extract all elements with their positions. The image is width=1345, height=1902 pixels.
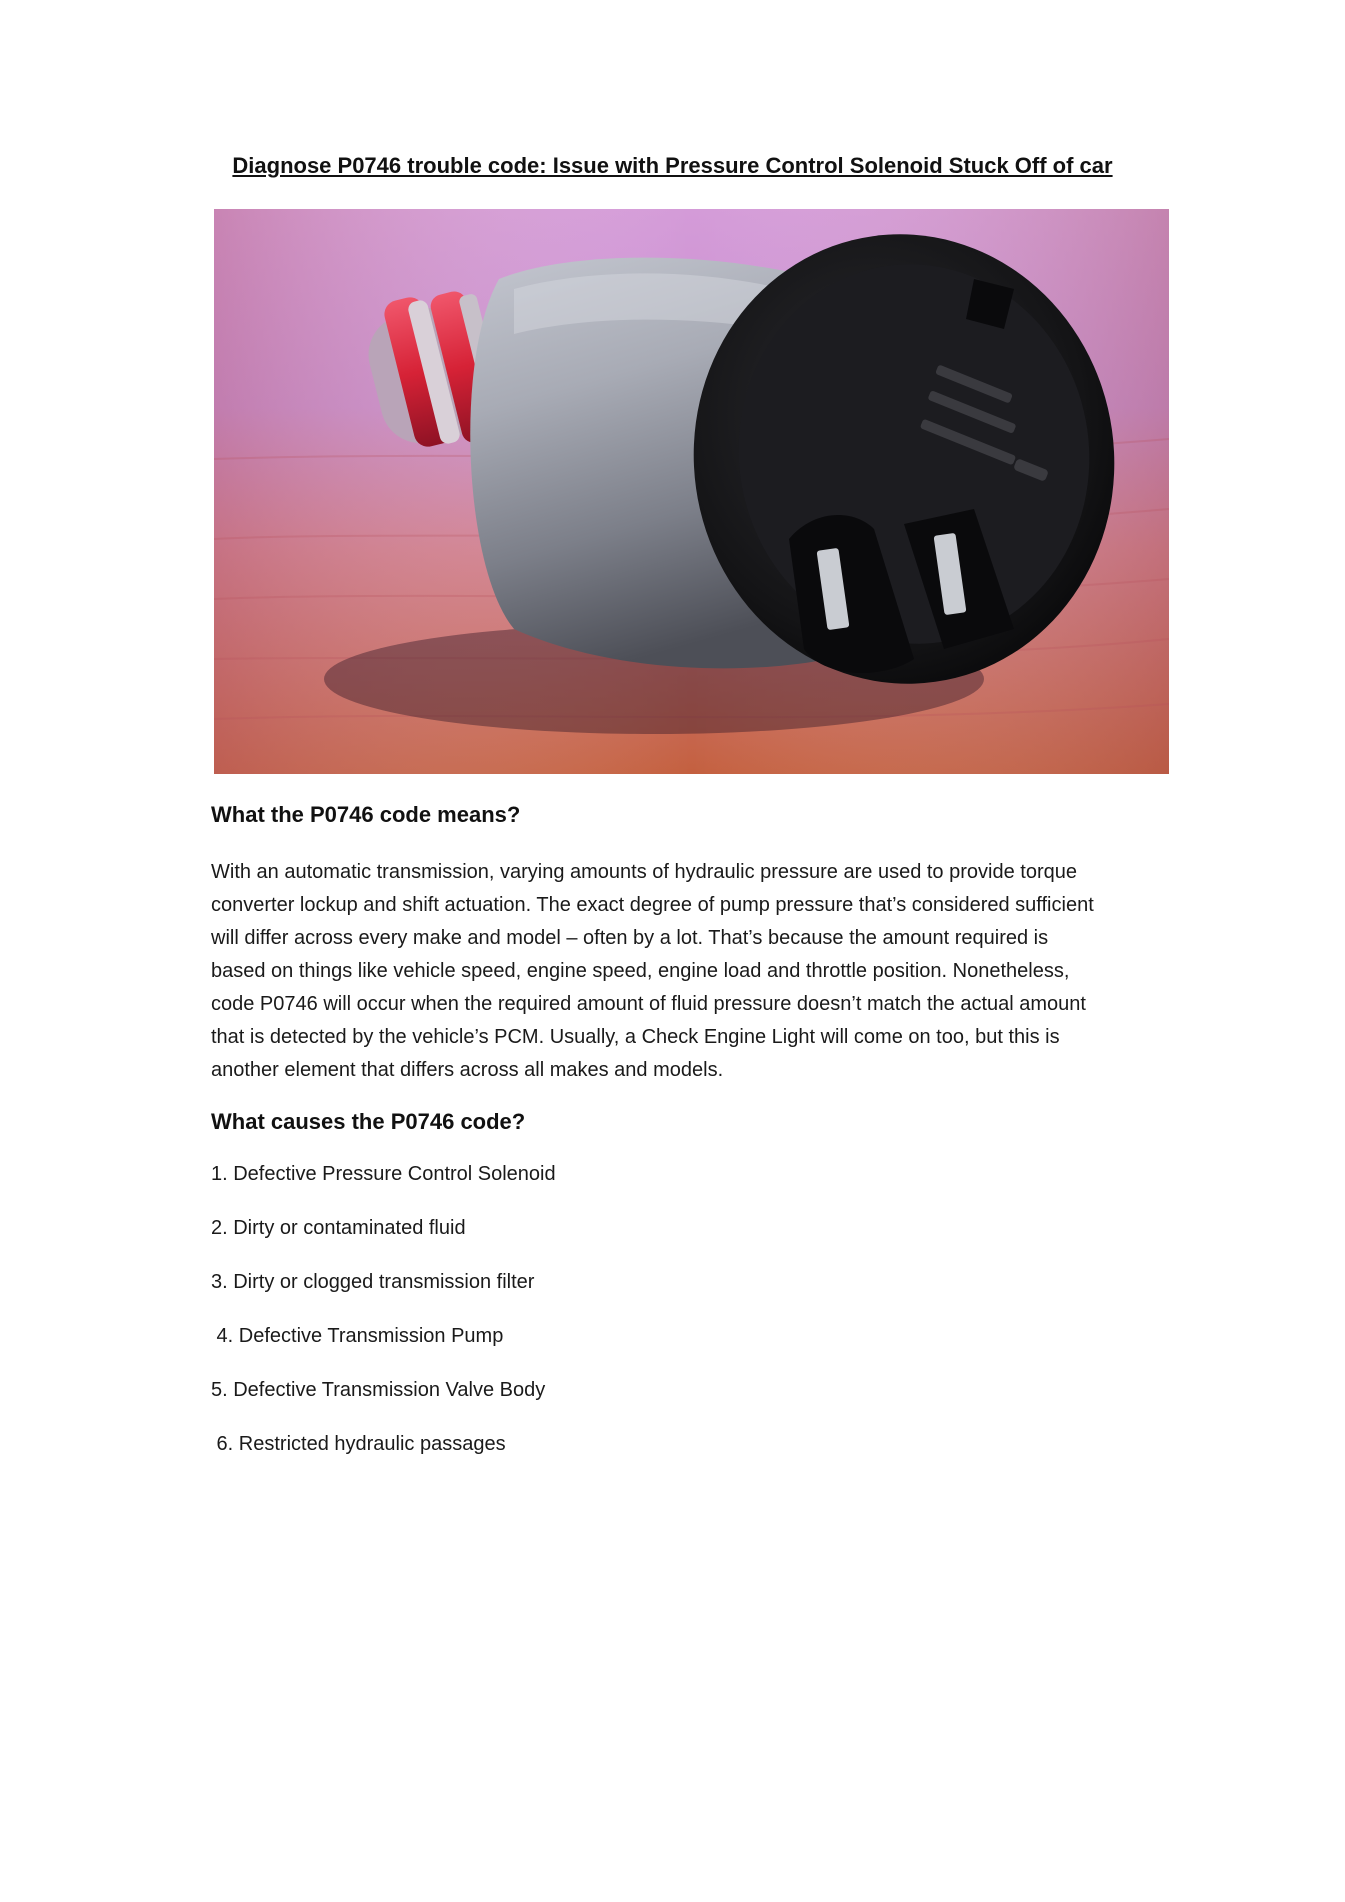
solenoid-photo <box>214 209 1169 774</box>
paragraph-line: another element that differs across all makes and models. <box>211 1059 724 1081</box>
solenoid-illustration <box>214 209 1169 774</box>
paragraph-line: based on things like vehicle speed, engine speed, engine load and throttle position. Nonetheless, <box>211 960 1070 982</box>
cause-item: 3. Dirty or clogged transmission filter <box>211 1271 535 1293</box>
paragraph-line: will differ across every make and model – often by a lot. That’s because the amount required is <box>211 927 1049 949</box>
cause-item: 6. Restricted hydraulic passages <box>211 1433 506 1455</box>
cause-item: 5. Defective Transmission Valve Body <box>211 1379 546 1401</box>
paragraph-line: converter lockup and shift actuation. The exact degree of pump pressure that’s considered sufficient <box>211 894 1094 916</box>
paragraph-line: that is detected by the vehicle’s PCM. Usually, a Check Engine Light will come on too, but this is <box>211 1026 1060 1048</box>
cause-item: 1. Defective Pressure Control Solenoid <box>211 1163 556 1185</box>
section-heading-meaning: What the P0746 code means? <box>211 802 521 827</box>
section-heading-causes: What causes the P0746 code? <box>211 1109 526 1134</box>
cause-item: 2. Dirty or contaminated fluid <box>211 1217 466 1239</box>
meaning-paragraph <box>211 856 1171 1087</box>
paragraph-line: code P0746 will occur when the required amount of fluid pressure doesn’t match the actual amount <box>211 993 1086 1015</box>
paragraph-line: With an automatic transmission, varying amounts of hydraulic pressure are used to provide torque <box>211 861 1077 883</box>
cause-item: 4. Defective Transmission Pump <box>211 1325 504 1347</box>
page-title: Diagnose P0746 trouble code: Issue with Pressure Control Solenoid Stuck Off of car <box>232 153 1113 178</box>
